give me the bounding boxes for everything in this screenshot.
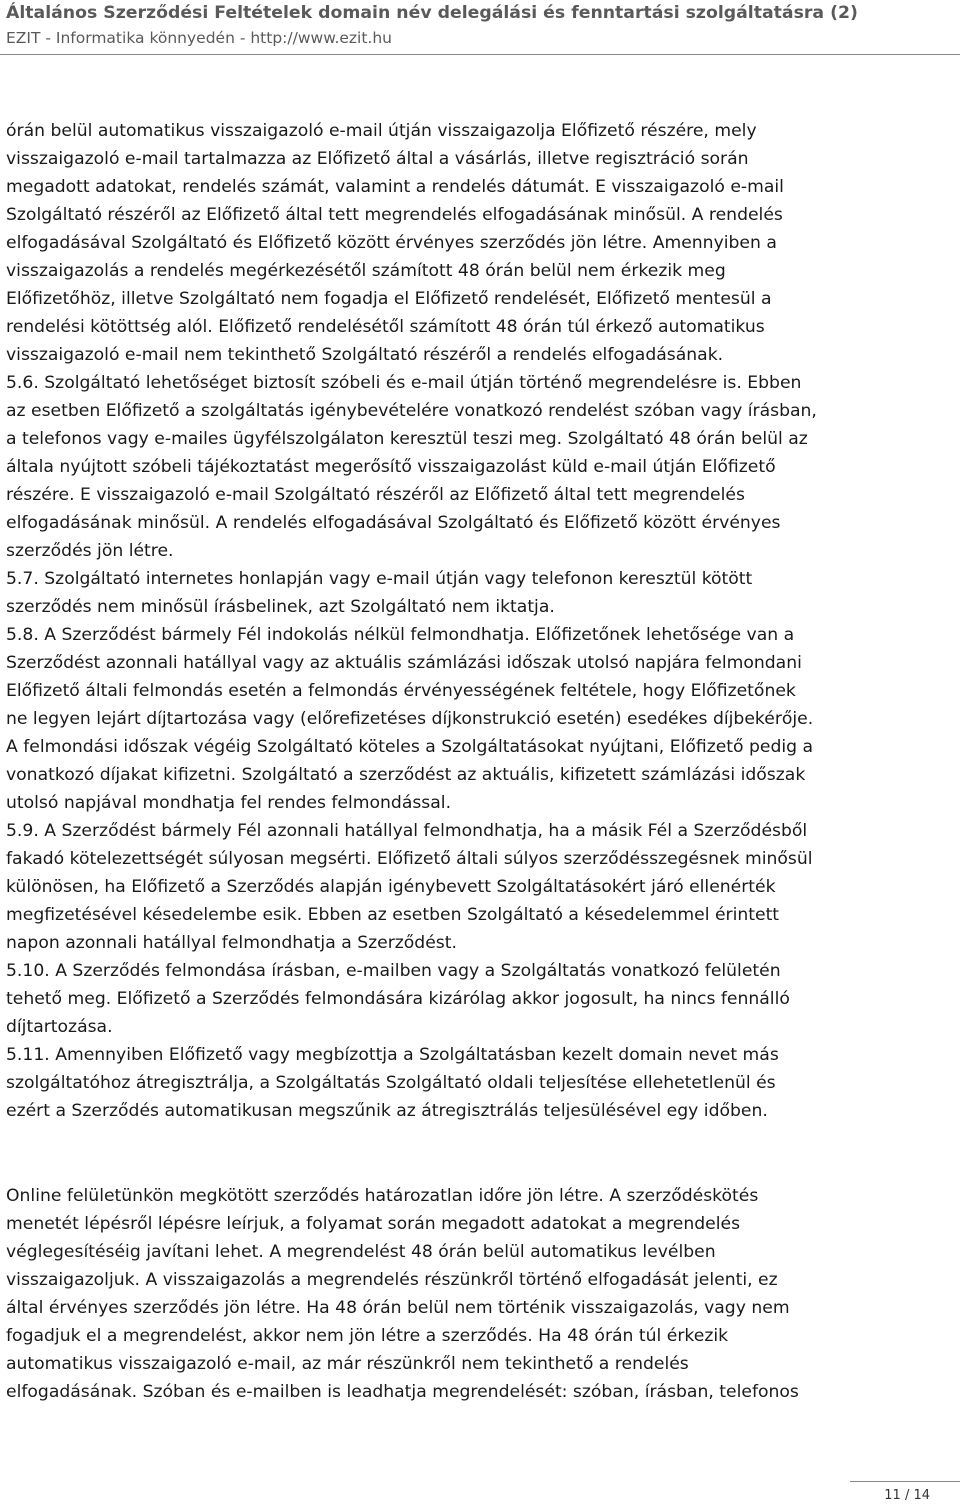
page-header [0, 0, 960, 56]
header-divider [0, 54, 960, 55]
contract-terms-text: órán belül automatikus visszaigazoló e-mail útján visszaigazolja Előfizető részére, mely visszaigazoló e-mail tartalmazza az Előfizető által a vásárlás, illetve regisztráció során megadott adatokat, rendelés számát, valamint a rendelés dátumát. E visszaigazoló e-mail Szolgáltató részéről az Előfizető által tett megrendelés elfogadásának minősül. A rendelés elfogadásával Szolgáltató és Előfizető között érvényes szerződés jön létre. Amennyiben a visszaigazolás a rendelés megérkezésétől számított 48 órán belül nem érkezik meg Előfizetőhöz, illetve Szolgáltató nem fogadja el Előfizető rendelését, Előfizető mentesül a rendelési kötöttség alól. Előfizető rendelésétől számított 48 órán túl érkező automatikus visszaigazoló e-mail nem tekinthető Szolgáltató részéről a rendelés elfogadásának. 5.6. Szolgáltató lehetőséget biztosít szóbeli és e-mail útján történő megrendelésre is. Ebben az esetben Előfizető a szolgáltatás igénybevételére vonatkozó rendelést szóban vagy írásban, a telefonos vagy e-mailes ügyfélszolgálaton keresztül teszi meg. Szolgáltató 48 órán belül az általa nyújtott szóbeli tájékoztatást megerősítő visszaigazolást küld e-mail útján Előfizető részére. E visszaigazoló e-mail Szolgáltató részéről az Előfizető által tett megrendelés elfogadásának minősül. A rendelés elfogadásával Szolgáltató és Előfizető között érvényes szerződés jön létre. 5.7. Szolgáltató internetes honlapján vagy e-mail útján vagy telefonon keresztül kötött szerződés nem minősül írásbelinek, azt Szolgáltató nem iktatja. 5.8. A Szerződést bármely Fél indokolás nélkül felmondhatja. Előfizetőnek lehetősége van a Szerződést azonnali hatállyal vagy az aktuális számlázási időszak utolsó napjára felmondani Előfizető általi felmondás esetén a felmondás érvényességének feltétele, hogy Előfizetőnek ne legyen lejárt díjtartozása vagy (előrefizetéses díjkonstrukció esetén) esedékes díjbekérője. A felmondási időszak végéig Szolgáltató köteles a Szolgáltatásokat nyújtani, Előfizető pedig a vonatkozó díjakat kifizetni. Szolgáltató a szerződést az aktuális, kifizetett számlázási időszak utolsó napjával mondhatja fel rendes felmondással. 5.9. A Szerződést bármely Fél azonnali hatállyal felmondhatja, ha a másik Fél a Szerződésből fakadó kötelezettségét súlyosan megsérti. Előfizető általi súlyos szerződésszegésnek minősül különösen, ha Előfizető a Szerződés alapján igénybevett Szolgáltatásokért járó ellenérték megfizetésével késedelembe esik. Ebben az esetben Szolgáltató a késedelemmel érintett napon azonnali hatállyal felmondhatja a Szerződést. 5.10. A Szerződés felmondása írásban, e-mailben vagy a Szolgáltatás vonatkozó felületén tehető meg. Előfizető a Szerződés felmondására kizárólag akkor jogosult, ha nincs fennálló díjtartozása. 5.11. Amennyiben Előfizető vagy megbízottja a Szolgáltatásban kezelt domain nevet más szolgáltatóhoz átregisztrálja, a Szolgáltatás Szolgáltató oldali teljesítése ellehetetlenül és ezért a Szerződés automatikusan megszűnik az átregisztrálás teljesülésével egy időben. [6, 121, 817, 1121]
document-title: Általános Szerződési Feltételek domain név delegálási és fenntartási szolgáltatásra (2) [6, 3, 858, 23]
footer-divider [850, 1481, 960, 1482]
document-subtitle: EZIT - Informatika könnyedén - http://www.ezit.hu [6, 29, 393, 47]
page-number: 11 / 14 [884, 1488, 930, 1503]
online-contract-paragraph: Online felületünkön megkötött szerződés határozatlan időre jön létre. A szerződéskötés menetét lépésről lépésre leírjuk, a folyamat során megadott adatokat a megrendelés véglegesítéséig javítani lehet. A megrendelést 48 órán belül automatikus levélben visszaigazoljuk. A visszaigazolás a megrendelés részünkről történő elfogadását jelenti, ez által érvényes szerződés jön létre. Ha 48 órán belül nem történik visszaigazolás, vagy nem fogadjuk el a megrendelést, akkor nem jön létre a szerződés. Ha 48 órán túl érkezik automatikus visszaigazoló e-mail, az már részünkről nem tekinthető a rendelés elfogadásának. Szóban és e-mailben is leadhatja megrendelését: szóban, írásban, telefonos [6, 1186, 799, 1402]
